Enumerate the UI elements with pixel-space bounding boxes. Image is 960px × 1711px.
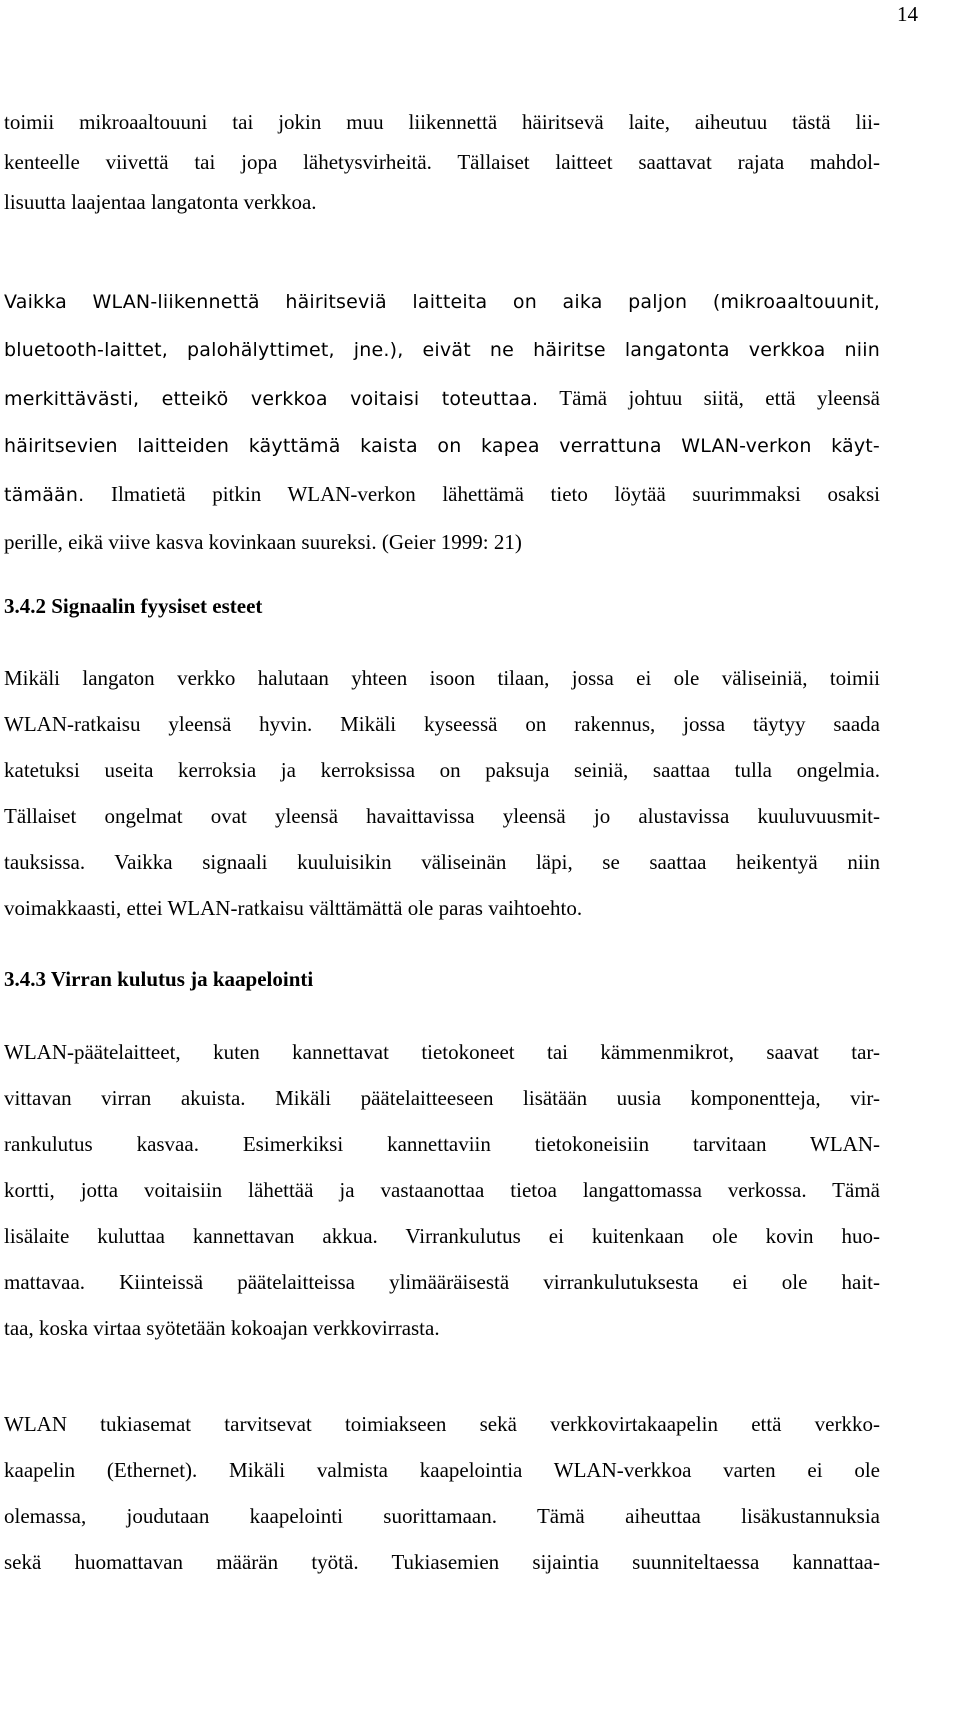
text-line: bluetooth-laittet, palohälyttimet, jne.), eivät ne häiritse langatonta verkkoa niin — [4, 339, 880, 361]
text-line-mixed — [4, 482, 880, 507]
text-line: häiritsevien laitteiden käyttämä kaista on kapea verrattuna WLAN-verkon käyt- — [4, 435, 880, 457]
text-line: rankulutus kasvaa. Esimerkiksi kannettaviin tietokoneisiin tarvitaan WLAN- — [4, 1132, 880, 1156]
text-line-mixed — [4, 386, 880, 411]
text-line: WLAN tukiasemat tarvitsevat toimiakseen sekä verkkovirtakaapelin että verkko- — [4, 1412, 880, 1436]
section-heading: 3.4.3 Virran kulutus ja kaapelointi — [4, 967, 314, 991]
text-line: kortti, jotta voitaisiin lähettää ja vastaanottaa tietoa langattomassa verkossa. Tämä — [4, 1178, 880, 1202]
text-line: lisälaite kuluttaa kannettavan akkua. Virrankulutus ei kuitenkaan ole kovin huo- — [4, 1224, 880, 1248]
text-line: voimakkaasti, ettei WLAN-ratkaisu välttämättä ole paras vaihtoehto. — [4, 896, 583, 920]
text-line: Mikäli langaton verkko halutaan yhteen isoon tilaan, jossa ei ole väliseiniä, toimii — [4, 666, 880, 690]
text-line: sekä huomattavan määrän työtä. Tukiasemien sijaintia suunniteltaessa kannattaa- — [4, 1550, 880, 1574]
text-line: perille, eikä viive kasva kovinkaan suureksi. (Geier 1999: 21) — [4, 530, 522, 554]
text-line: kenteelle viivettä tai jopa lähetysvirheitä. Tällaiset laitteet saattavat rajata mahdol- — [4, 150, 880, 174]
text-segment: Tämä johtuu siitä, että yleensä — [538, 386, 880, 410]
text-line: Tällaiset ongelmat ovat yleensä havaittavissa yleensä jo alustavissa kuuluvuusmit- — [4, 804, 880, 828]
text-line: Vaikka WLAN-liikennettä häiritseviä laitteita on aika paljon (mikroaaltouunit, — [4, 291, 880, 313]
text-line: taa, koska virtaa syötetään kokoajan verkkovirrasta. — [4, 1316, 440, 1340]
text-line: mattavaa. Kiinteissä päätelaitteissa ylimääräisestä virrankulutuksesta ei ole hait- — [4, 1270, 880, 1294]
section-heading: 3.4.2 Signaalin fyysiset esteet — [4, 594, 263, 618]
text-line: WLAN-ratkaisu yleensä hyvin. Mikäli kyseessä on rakennus, jossa täytyy saada — [4, 712, 880, 736]
text-line: tauksissa. Vaikka signaali kuuluisikin väliseinän läpi, se saattaa heikentyä niin — [4, 850, 880, 874]
text-line: toimii mikroaaltouuni tai jokin muu liikennettä häiritsevä laite, aiheutuu tästä lii- — [4, 110, 880, 134]
text-line: lisuutta laajentaa langatonta verkkoa. — [4, 190, 317, 214]
text-segment: merkittävästi, etteikö verkkoa voitaisi toteuttaa. — [4, 388, 539, 410]
text-line: kaapelin (Ethernet). Mikäli valmista kaapelointia WLAN-verkkoa varten ei ole — [4, 1458, 880, 1482]
text-line: WLAN-päätelaitteet, kuten kannettavat tietokoneet tai kämmenmikrot, saavat tar- — [4, 1040, 880, 1064]
text-line: olemassa, joudutaan kaapelointi suorittamaan. Tämä aiheuttaa lisäkustannuksia — [4, 1504, 880, 1528]
text-line: vittavan virran akuista. Mikäli päätelaitteeseen lisätään uusia komponentteja, vir- — [4, 1086, 880, 1110]
text-segment: tämään. — [4, 484, 85, 506]
page-number: 14 — [897, 2, 918, 26]
text-line: katetuksi useita kerroksia ja kerroksissa on paksuja seiniä, saattaa tulla ongelmia. — [4, 758, 880, 782]
text-segment: Ilmatietä pitkin WLAN-verkon lähettämä tieto löytää suurimmaksi osaksi — [84, 482, 880, 506]
